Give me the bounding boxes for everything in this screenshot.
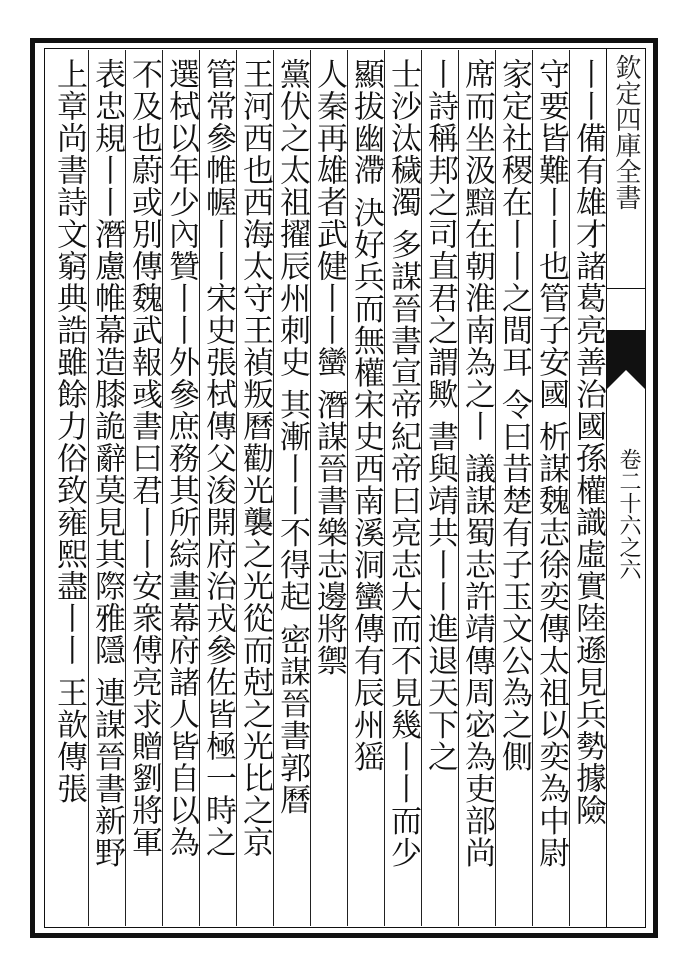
text-column: 人秦再雄者武健丨丨蠻 潛謀晉書樂志邊將禦 — [310, 50, 347, 926]
text-column: 丨丨備有雄才諸葛亮善治國孫權識虛實陸遜見兵勢據險 — [569, 50, 606, 926]
text-column: 守要皆難丨丨也管子安國 析謀魏志徐奕傳太祖以奕為中尉 — [532, 50, 569, 926]
book-title: 欽定四庫全書 — [611, 54, 641, 210]
text-column: 士沙汰穢濁 多謀晉書宣帝紀帝曰亮志大而不見幾丨丨而少 — [384, 50, 421, 926]
text-column: 不及也蔚或別傳魏武報彧書曰君丨丨安衆傅亮求贈劉將軍 — [125, 50, 162, 926]
text-column: 席而坐汲黯在朝淮南為之丨 議謀蜀志許靖傳周宓為吏部尚 — [458, 50, 495, 926]
text-column: 顯拔幽滯 決好兵而無權宋史西南溪洞蠻傳有辰州猺 — [347, 50, 384, 926]
text-column: 表忠規丨丨潛慮帷幕造膝詭辭莫見其際雅隱 連謀晉書新野 — [88, 50, 125, 926]
banner-column — [606, 48, 646, 928]
text-column: 丨詩稱邦之司直君之謂歟 書與靖共丨丨進退天下之 — [421, 50, 458, 926]
text-column: 家定社稷在丨丨之間耳 令曰昔楚有子玉文公為之側 — [495, 50, 532, 926]
juan-label: 卷二十六之六 — [616, 448, 641, 580]
text-columns — [46, 50, 606, 926]
text-column: 王河西也西海太守王禎叛曆勸光襲之光從而尅之光比之京 — [236, 50, 273, 926]
banner-rule — [607, 288, 646, 289]
fishtail-mark — [606, 330, 646, 390]
text-column: 黨伏之太祖擢辰州刺史 其漸丨丨不得起 密謀晉書郭曆 — [273, 50, 310, 926]
text-column: 管常參帷幄丨丨宋史張栻傳父浚開府治戎參佐皆極一時之 — [199, 50, 236, 926]
text-column: 上章尚書詩文窮典誥雖餘力俗致雍熙盡丨丨 王歆傳張 — [51, 58, 87, 805]
text-column: 選栻以年少內贊丨丨外參庶務其所綜畫幕府諸人皆自以為 — [162, 50, 199, 926]
